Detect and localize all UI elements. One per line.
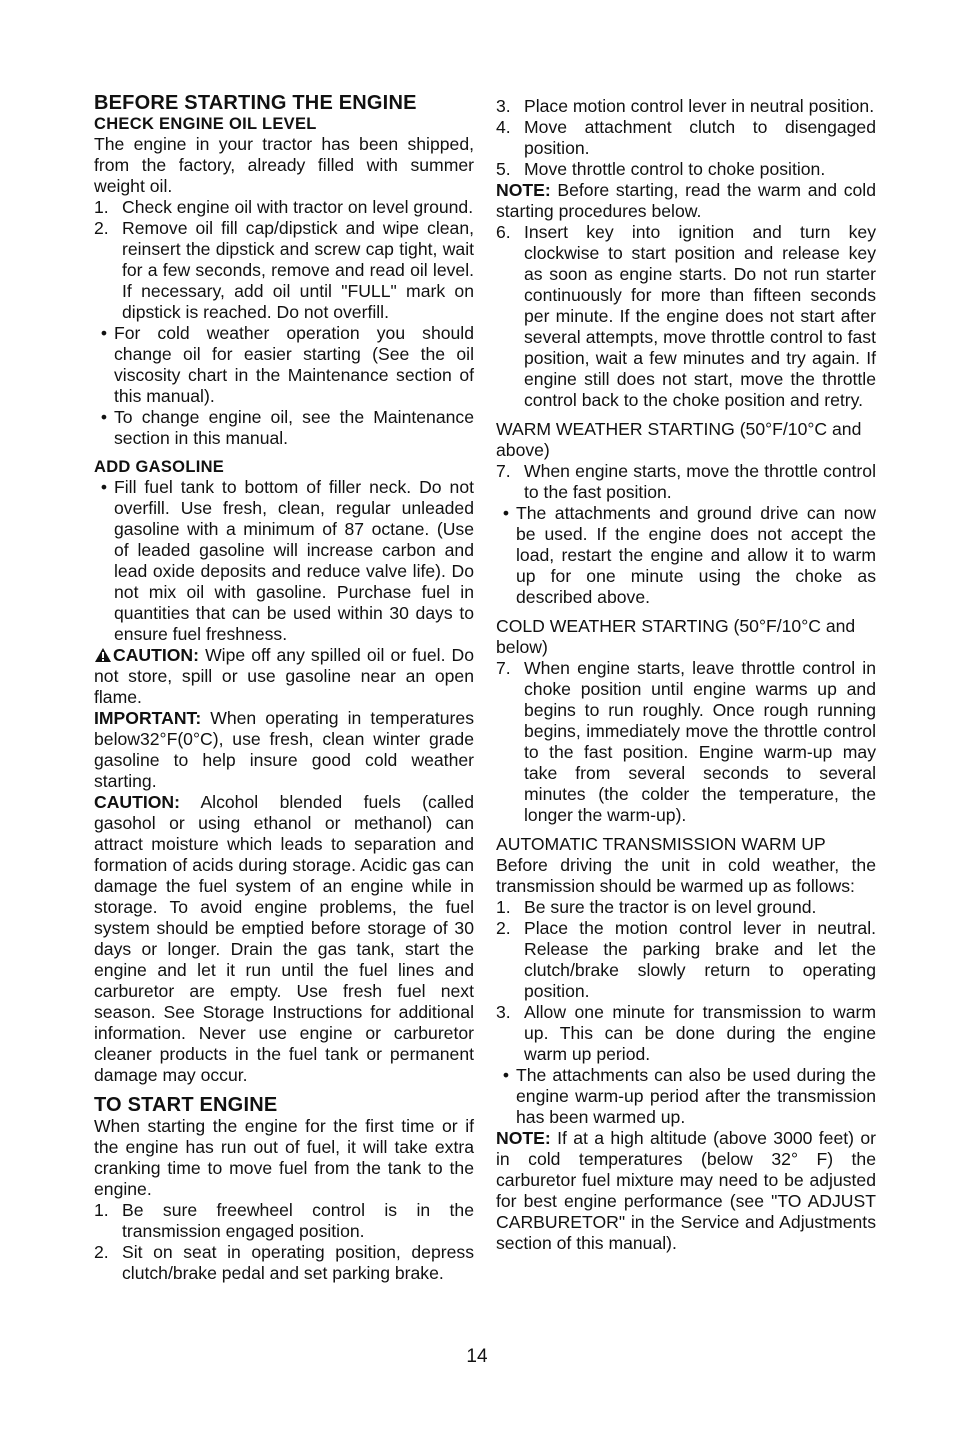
page-number: 14 [466, 1346, 488, 1367]
auto-transmission-intro: Before driving the unit in cold weather, the transmission should be warmed up as follows: [496, 855, 876, 896]
add-gasoline-heading: ADD GASOLINE [94, 458, 225, 476]
list-item: 1. Be sure freewheel control is in the transmission engaged position. [94, 1200, 474, 1241]
list-item: 1. Check engine oil with tractor on level ground. [94, 197, 474, 217]
list-item: 3. Allow one minute for transmission to warm up. This can be done during the engine warm up period. [496, 1002, 876, 1064]
right-column [496, 96, 876, 1254]
note-paragraph: NOTE: If at a high altitude (above 3000 feet) or in cold temperatures (below 32° F) the carburetor fuel mixture may need to be adjusted for best engine performance (see "TO ADJUST CARBURETOR" in the Service and Adjustments section of this manual). [496, 1128, 876, 1253]
bullet-item: • To change engine oil, see the Maintenance section in this manual. [100, 407, 474, 448]
bullet-item: • The attachments can also be used during the engine warm-up period after the transmission has been warmed up. [502, 1065, 876, 1127]
list-item: 2. Remove oil fill cap/dipstick and wipe clean, reinsert the dipstick and screw cap tight, wait for a few seconds, remove and read oil level. If necessary, add oil until "FULL" mark on dipstick is reached. Do not overfill. [94, 218, 474, 322]
caution-paragraph: CAUTION: Alcohol blended fuels (called gasohol or using ethanol or methanol) can attract moisture which leads to separation and formation of acids during storage. Acidic gas can damage the fuel system of an engine while in storage. To avoid engine problems, the fuel system should be emptied before storage of 30 days or longer. Drain the gas tank, start the engine and let it run until the fuel lines and carburetor are empty. Use fresh fuel next season. See Storage Instructions for additional information. Never use engine or carburetor cleaner products in the fuel tank or permanent damage may occur. [94, 792, 474, 1085]
check-oil-intro: The engine in your tractor has been shipped, from the factory, already filled with summer weight oil. [94, 134, 474, 196]
check-oil-heading: CHECK ENGINE OIL LEVEL [94, 115, 317, 133]
important-paragraph: IMPORTANT: When operating in temperatures below32°F(0°C), use fresh, clean winter grade gasoline to help insure good cold weather starting. [94, 708, 474, 791]
warm-weather-heading: WARM WEATHER STARTING (50°F/10°C and above) [496, 419, 862, 460]
start-engine-intro: When starting the engine for the first time or if the engine has run out of fuel, it will take extra cranking time to move fuel from the tank to the engine. [94, 1116, 474, 1199]
left-column [94, 92, 474, 1284]
warning-triangle-icon [94, 647, 112, 663]
list-item: 1. Be sure the tractor is on level ground. [496, 897, 817, 917]
list-item: 4. Move attachment clutch to disengaged position. [496, 117, 876, 158]
note-paragraph: NOTE: Before starting, read the warm and cold starting procedures below. [496, 180, 876, 221]
section-title: BEFORE STARTING THE ENGINE [94, 92, 417, 114]
cold-weather-heading: COLD WEATHER STARTING (50°F/10°C and below) [496, 616, 856, 657]
list-item: 2. Place the motion control lever in neutral. Release the parking brake and let the clutch/brake slowly return to operating position. [496, 918, 876, 1001]
list-item: 3. Place motion control lever in neutral position. [496, 96, 875, 116]
bullet-item: • Fill fuel tank to bottom of filler neck. Do not overfill. Use fresh, clean, regular unleaded gasoline with a minimum of 87 octane. (Use of leaded gasoline will increase carbon and lead oxide deposits and reduce valve life). Do not mix oil with gasoline. Purchase fuel in quantities that can be used within 30 days to ensure fuel freshness. [100, 477, 474, 644]
auto-transmission-heading: AUTOMATIC TRANSMISSION WARM UP [496, 834, 826, 854]
bullet-item: • The attachments and ground drive can now be used. If the engine does not accept the load, restart the engine and allow it to warm up for one minute using the choke as described above. [502, 503, 876, 607]
list-item: 7. When engine starts, move the throttle control to the fast position. [496, 461, 876, 502]
list-item: 7. When engine starts, leave throttle control in choke position until engine warms up and begins to run roughly. Once rough running begins, immediately move the throttle control to the fast position. Engine warm-up may take from several seconds to several minutes (the colder the temperature, the longer the warm-up). [496, 658, 876, 825]
list-item: 6. Insert key into ignition and turn key clockwise to start position and release key as soon as engine starts. Do not run starter continuously for more than fifteen seconds per minute. If the engine does not start after several attempts, move throttle control to fast position, wait a few minutes and try again. If engine still does not start, move the throttle control back to the choke position and retry. [496, 222, 876, 410]
caution-paragraph: CAUTION: Wipe off any spilled oil or fuel. Do not store, spill or use gasoline near an open flame. [94, 645, 474, 707]
bullet-item: • For cold weather operation you should change oil for easier starting (See the oil viscosity chart in the Maintenance section of this manual). [100, 323, 474, 406]
list-item: 5. Move throttle control to choke position. [496, 159, 826, 179]
start-engine-heading: TO START ENGINE [94, 1094, 278, 1116]
list-item: 2. Sit on seat in operating position, depress clutch/brake pedal and set parking brake. [94, 1242, 474, 1283]
